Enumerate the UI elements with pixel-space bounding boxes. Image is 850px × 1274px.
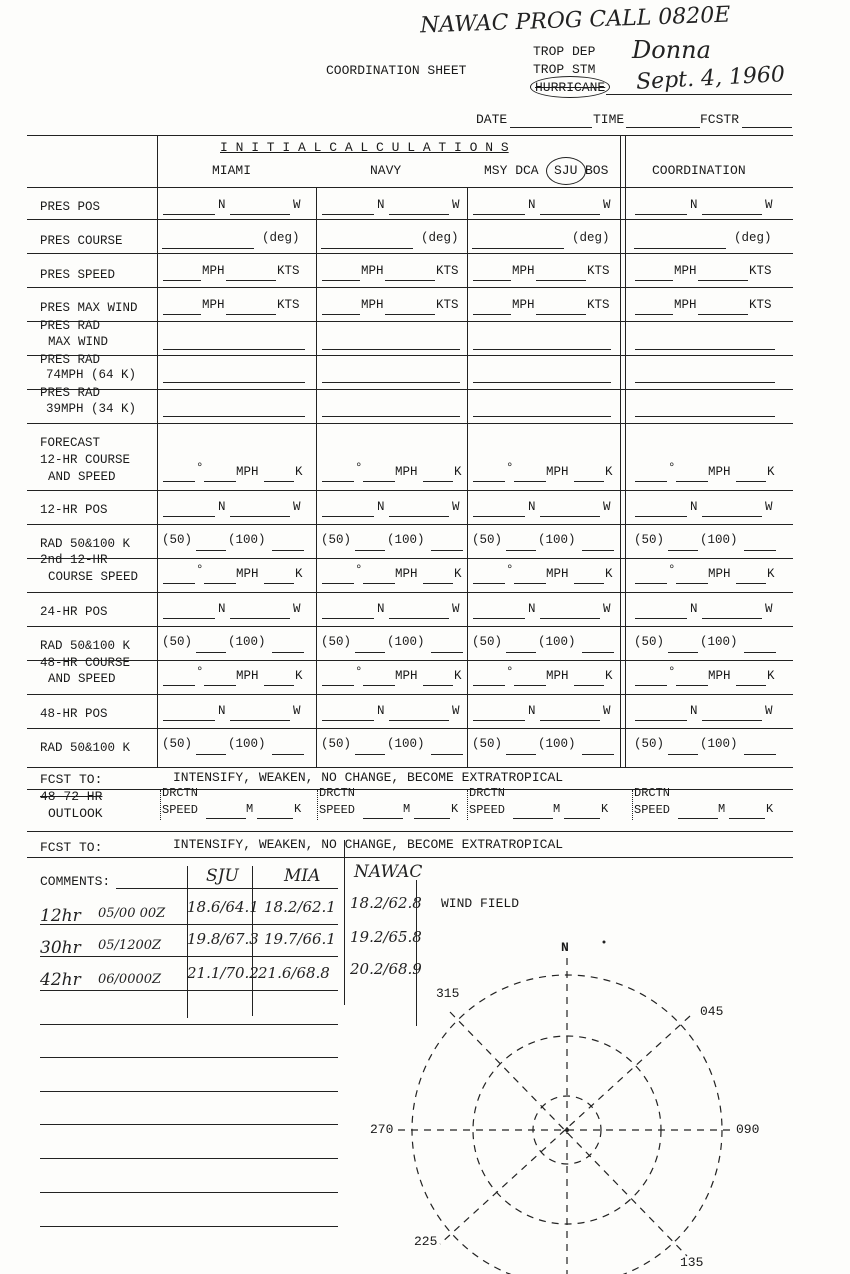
speed-kts: KTS <box>587 298 610 312</box>
row-label-pres-rad-39: PRES RAD <box>40 386 101 400</box>
pos-w: W <box>452 500 460 514</box>
outlook-label-2: OUTLOOK <box>48 806 103 821</box>
pos-w: W <box>293 602 301 616</box>
wind-dot <box>603 941 606 944</box>
speed-mph: MPH <box>512 298 535 312</box>
wind-ring-outer <box>412 975 722 1274</box>
speed-mph: MPH <box>674 264 697 278</box>
course-deg-sym: ° <box>506 563 514 577</box>
comments-head-sju: SJU <box>206 866 239 886</box>
row-label-2nd-12hr: 2nd 12-HR <box>40 553 108 567</box>
comment-row-3-mia: 21.6/68.8 <box>258 964 330 982</box>
pos-w: W <box>765 704 773 718</box>
speed-mph: MPH <box>202 264 225 278</box>
row-label-pres-rad-74-2: 74MPH (64 K) <box>46 368 137 382</box>
pos-n: N <box>690 198 698 212</box>
rad-50: (50) <box>634 737 665 751</box>
outlook-speed: SPEED <box>319 803 356 817</box>
course-k: K <box>295 567 303 581</box>
pos-w: W <box>603 198 611 212</box>
speed-mph: MPH <box>512 264 535 278</box>
pos-w: W <box>452 602 460 616</box>
pos-w: W <box>293 198 301 212</box>
comment-row-1-mia: 18.2/62.1 <box>264 898 336 916</box>
col-sju-circled: SJU <box>554 163 578 178</box>
col-sju-suffix: BOS <box>585 163 609 178</box>
course-deg-sym: ° <box>668 563 676 577</box>
course-mph: MPH <box>546 465 569 479</box>
speed-kts: KTS <box>749 298 772 312</box>
course-mph: MPH <box>395 567 418 581</box>
course-deg: (deg) <box>421 231 459 245</box>
pos-w: W <box>765 198 773 212</box>
rad-50: (50) <box>634 635 665 649</box>
course-deg: (deg) <box>572 231 610 245</box>
course-mph: MPH <box>546 567 569 581</box>
row-label-48hr-pos: 48-HR POS <box>40 707 108 721</box>
outlook-m: M <box>718 802 726 816</box>
outlook-speed: SPEED <box>162 803 199 817</box>
course-k: K <box>767 567 775 581</box>
date-label: DATE <box>476 112 508 127</box>
wind-135: 135 <box>680 1255 704 1270</box>
row-label-pres-max-wind: PRES MAX WIND <box>40 301 138 315</box>
pos-w: W <box>765 602 773 616</box>
speed-mph: MPH <box>361 298 384 312</box>
course-k: K <box>454 669 462 683</box>
outlook-drctn: DRCTN <box>319 786 356 800</box>
pos-w: W <box>452 704 460 718</box>
speed-kts: KTS <box>436 264 459 278</box>
course-k: K <box>295 669 303 683</box>
rad-100: (100) <box>387 635 425 649</box>
comment-row-3-hr: 42hr <box>40 970 81 990</box>
course-k: K <box>295 465 303 479</box>
comments-label: COMMENTS: <box>40 874 111 889</box>
row-label-pres-rad-max-2: MAX WIND <box>48 335 109 349</box>
speed-kts: KTS <box>587 264 610 278</box>
pos-n: N <box>218 198 226 212</box>
pos-w: W <box>293 500 301 514</box>
outlook-m: M <box>246 802 254 816</box>
comment-row-1-sju: 18.6/64.1 <box>187 898 259 916</box>
course-k: K <box>605 669 613 683</box>
pos-n: N <box>690 602 698 616</box>
row-label-48hr-course-2: AND SPEED <box>48 672 116 686</box>
fcst-options: INTENSIFY, WEAKEN, NO CHANGE, BECOME EXTRATROPICAL <box>173 770 564 785</box>
storm-type-trop-stm: TROP STM <box>533 62 596 77</box>
pos-n: N <box>377 704 385 718</box>
course-k: K <box>605 567 613 581</box>
col-navy: NAVY <box>370 163 402 178</box>
course-mph: MPH <box>708 567 731 581</box>
wind-270: 270 <box>370 1122 394 1137</box>
wind-045: 045 <box>700 1004 724 1019</box>
rad-100: (100) <box>538 533 576 547</box>
rad-50: (50) <box>321 635 352 649</box>
course-k: K <box>767 669 775 683</box>
course-k: K <box>605 465 613 479</box>
rad-50: (50) <box>162 533 193 547</box>
pos-n: N <box>690 704 698 718</box>
course-mph: MPH <box>546 669 569 683</box>
row-label-pres-pos: PRES POS <box>40 200 101 214</box>
wind-axis-nw-se <box>450 1012 687 1256</box>
speed-mph: MPH <box>674 298 697 312</box>
storm-type-trop-dep: TROP DEP <box>533 44 596 59</box>
course-mph: MPH <box>395 669 418 683</box>
course-deg: (deg) <box>262 231 300 245</box>
wind-center <box>565 1128 569 1132</box>
course-deg-sym: ° <box>668 665 676 679</box>
pos-n: N <box>377 198 385 212</box>
comment-row-3-sju: 21.1/70.2 <box>187 964 259 982</box>
speed-kts: KTS <box>277 298 300 312</box>
pos-n: N <box>528 500 536 514</box>
course-deg-sym: ° <box>506 665 514 679</box>
rad-50: (50) <box>472 635 503 649</box>
storm-type-hurricane: HURRICANE <box>535 80 606 95</box>
wind-field-label: WIND FIELD <box>441 896 520 911</box>
row-label-pres-course: PRES COURSE <box>40 234 123 248</box>
outlook-speed: SPEED <box>469 803 506 817</box>
col-miami: MIAMI <box>212 163 252 178</box>
rad-50: (50) <box>162 737 193 751</box>
comment-row-2-time: 05/1200Z <box>98 938 162 953</box>
row-label-forecast: FORECAST <box>40 436 101 450</box>
row-label-rad-50-100-a: RAD 50&100 K <box>40 537 131 551</box>
pos-n: N <box>528 198 536 212</box>
wind-n: N <box>561 940 569 955</box>
pos-n: N <box>377 500 385 514</box>
sheet-title: COORDINATION SHEET <box>326 63 467 78</box>
comment-row-1-hr: 12hr <box>40 906 81 926</box>
rad-100: (100) <box>387 533 425 547</box>
outlook-k: K <box>294 802 302 816</box>
speed-kts: KTS <box>277 264 300 278</box>
course-deg-sym: ° <box>355 563 363 577</box>
rad-100: (100) <box>538 635 576 649</box>
row-label-pres-speed: PRES SPEED <box>40 268 116 282</box>
pos-w: W <box>603 500 611 514</box>
course-deg-sym: ° <box>196 461 204 475</box>
comment-row-2-nawac: 19.2/65.8 <box>350 928 422 946</box>
course-deg-sym: ° <box>668 461 676 475</box>
comment-row-1-nawac: 18.2/62.8 <box>350 894 422 912</box>
rad-100: (100) <box>228 737 266 751</box>
outlook-label-1: 48-72 HR <box>40 789 103 804</box>
pos-n: N <box>218 500 226 514</box>
row-label-forecast-2: 12-HR COURSE <box>40 453 131 467</box>
wind-225: 225 <box>414 1234 438 1249</box>
pos-w: W <box>293 704 301 718</box>
col-sju-prefix: MSY DCA <box>484 163 539 178</box>
row-label-24hr-pos: 24-HR POS <box>40 605 108 619</box>
rad-50: (50) <box>472 737 503 751</box>
pos-w: W <box>603 602 611 616</box>
row-label-rad-50-100-b: RAD 50&100 K <box>40 639 131 653</box>
row-label-forecast-3: AND SPEED <box>48 470 116 484</box>
col-coordination: COORDINATION <box>652 163 746 178</box>
outlook-k: K <box>601 802 609 816</box>
comments-head-mia: MIA <box>284 866 321 886</box>
course-deg-sym: ° <box>355 665 363 679</box>
pos-w: W <box>603 704 611 718</box>
outlook-m: M <box>553 802 561 816</box>
course-mph: MPH <box>236 567 259 581</box>
rad-100: (100) <box>228 533 266 547</box>
row-label-rad-50-100-c: RAD 50&100 K <box>40 741 131 755</box>
fcstr-label: FCSTR <box>700 112 740 127</box>
comment-row-2-sju: 19.8/67.3 <box>187 930 259 948</box>
row-label-2nd-12hr-2: COURSE SPEED <box>48 570 139 584</box>
fcst-to-label-2: FCST TO: <box>40 840 103 855</box>
rad-50: (50) <box>634 533 665 547</box>
speed-kts: KTS <box>749 264 772 278</box>
initial-calculations-header: I N I T I A L C A L C U L A T I O N S <box>220 140 509 155</box>
storm-name: Donna <box>632 36 711 64</box>
time-label: TIME <box>593 112 625 127</box>
course-deg-sym: ° <box>355 461 363 475</box>
outlook-k: K <box>451 802 459 816</box>
outlook-m: M <box>403 802 411 816</box>
course-mph: MPH <box>395 465 418 479</box>
comment-row-2-hr: 30hr <box>40 938 81 958</box>
pos-n: N <box>218 602 226 616</box>
course-mph: MPH <box>236 465 259 479</box>
fcst-to-label: FCST TO: <box>40 772 103 787</box>
course-k: K <box>454 567 462 581</box>
outlook-drctn: DRCTN <box>634 786 671 800</box>
comment-row-2-mia: 19.7/66.1 <box>264 930 336 948</box>
rad-100: (100) <box>538 737 576 751</box>
comments-head-nawac: NAWAC <box>354 862 423 882</box>
row-label-48hr-course: 48-HR COURSE <box>40 656 131 670</box>
rad-100: (100) <box>700 635 738 649</box>
wind-090: 090 <box>736 1122 760 1137</box>
rad-50: (50) <box>162 635 193 649</box>
course-deg: (deg) <box>734 231 772 245</box>
pos-w: W <box>452 198 460 212</box>
course-deg-sym: ° <box>196 563 204 577</box>
course-k: K <box>767 465 775 479</box>
outlook-k: K <box>766 802 774 816</box>
course-mph: MPH <box>236 669 259 683</box>
rad-50: (50) <box>472 533 503 547</box>
storm-date: Sept. 4, 1960 <box>635 62 786 95</box>
comment-row-3-nawac: 20.2/68.9 <box>350 960 422 978</box>
speed-mph: MPH <box>202 298 225 312</box>
fcst-options-2: INTENSIFY, WEAKEN, NO CHANGE, BECOME EXTRATROPICAL <box>173 837 564 852</box>
row-label-pres-rad-39-2: 39MPH (34 K) <box>46 402 137 416</box>
pos-n: N <box>377 602 385 616</box>
rad-100: (100) <box>700 737 738 751</box>
row-label-pres-rad-74: PRES RAD <box>40 353 101 367</box>
comment-row-1-time: 05/00 00Z <box>98 906 166 921</box>
course-mph: MPH <box>708 669 731 683</box>
handwritten-prog-call: NAWAC PROG CALL 0820E <box>419 2 731 39</box>
outlook-speed: SPEED <box>634 803 671 817</box>
speed-kts: KTS <box>436 298 459 312</box>
rad-50: (50) <box>321 737 352 751</box>
row-label-pres-rad-max: PRES RAD <box>40 319 101 333</box>
course-k: K <box>454 465 462 479</box>
wind-315: 315 <box>436 986 460 1001</box>
pos-w: W <box>765 500 773 514</box>
pos-n: N <box>528 704 536 718</box>
rad-100: (100) <box>228 635 266 649</box>
pos-n: N <box>218 704 226 718</box>
pos-n: N <box>690 500 698 514</box>
outlook-drctn: DRCTN <box>162 786 199 800</box>
course-deg-sym: ° <box>196 665 204 679</box>
pos-n: N <box>528 602 536 616</box>
comment-row-3-time: 06/0000Z <box>98 972 162 987</box>
row-label-12hr-pos: 12-HR POS <box>40 503 108 517</box>
course-deg-sym: ° <box>506 461 514 475</box>
speed-mph: MPH <box>361 264 384 278</box>
rad-50: (50) <box>321 533 352 547</box>
rad-100: (100) <box>387 737 425 751</box>
outlook-drctn: DRCTN <box>469 786 506 800</box>
rad-100: (100) <box>700 533 738 547</box>
course-mph: MPH <box>708 465 731 479</box>
